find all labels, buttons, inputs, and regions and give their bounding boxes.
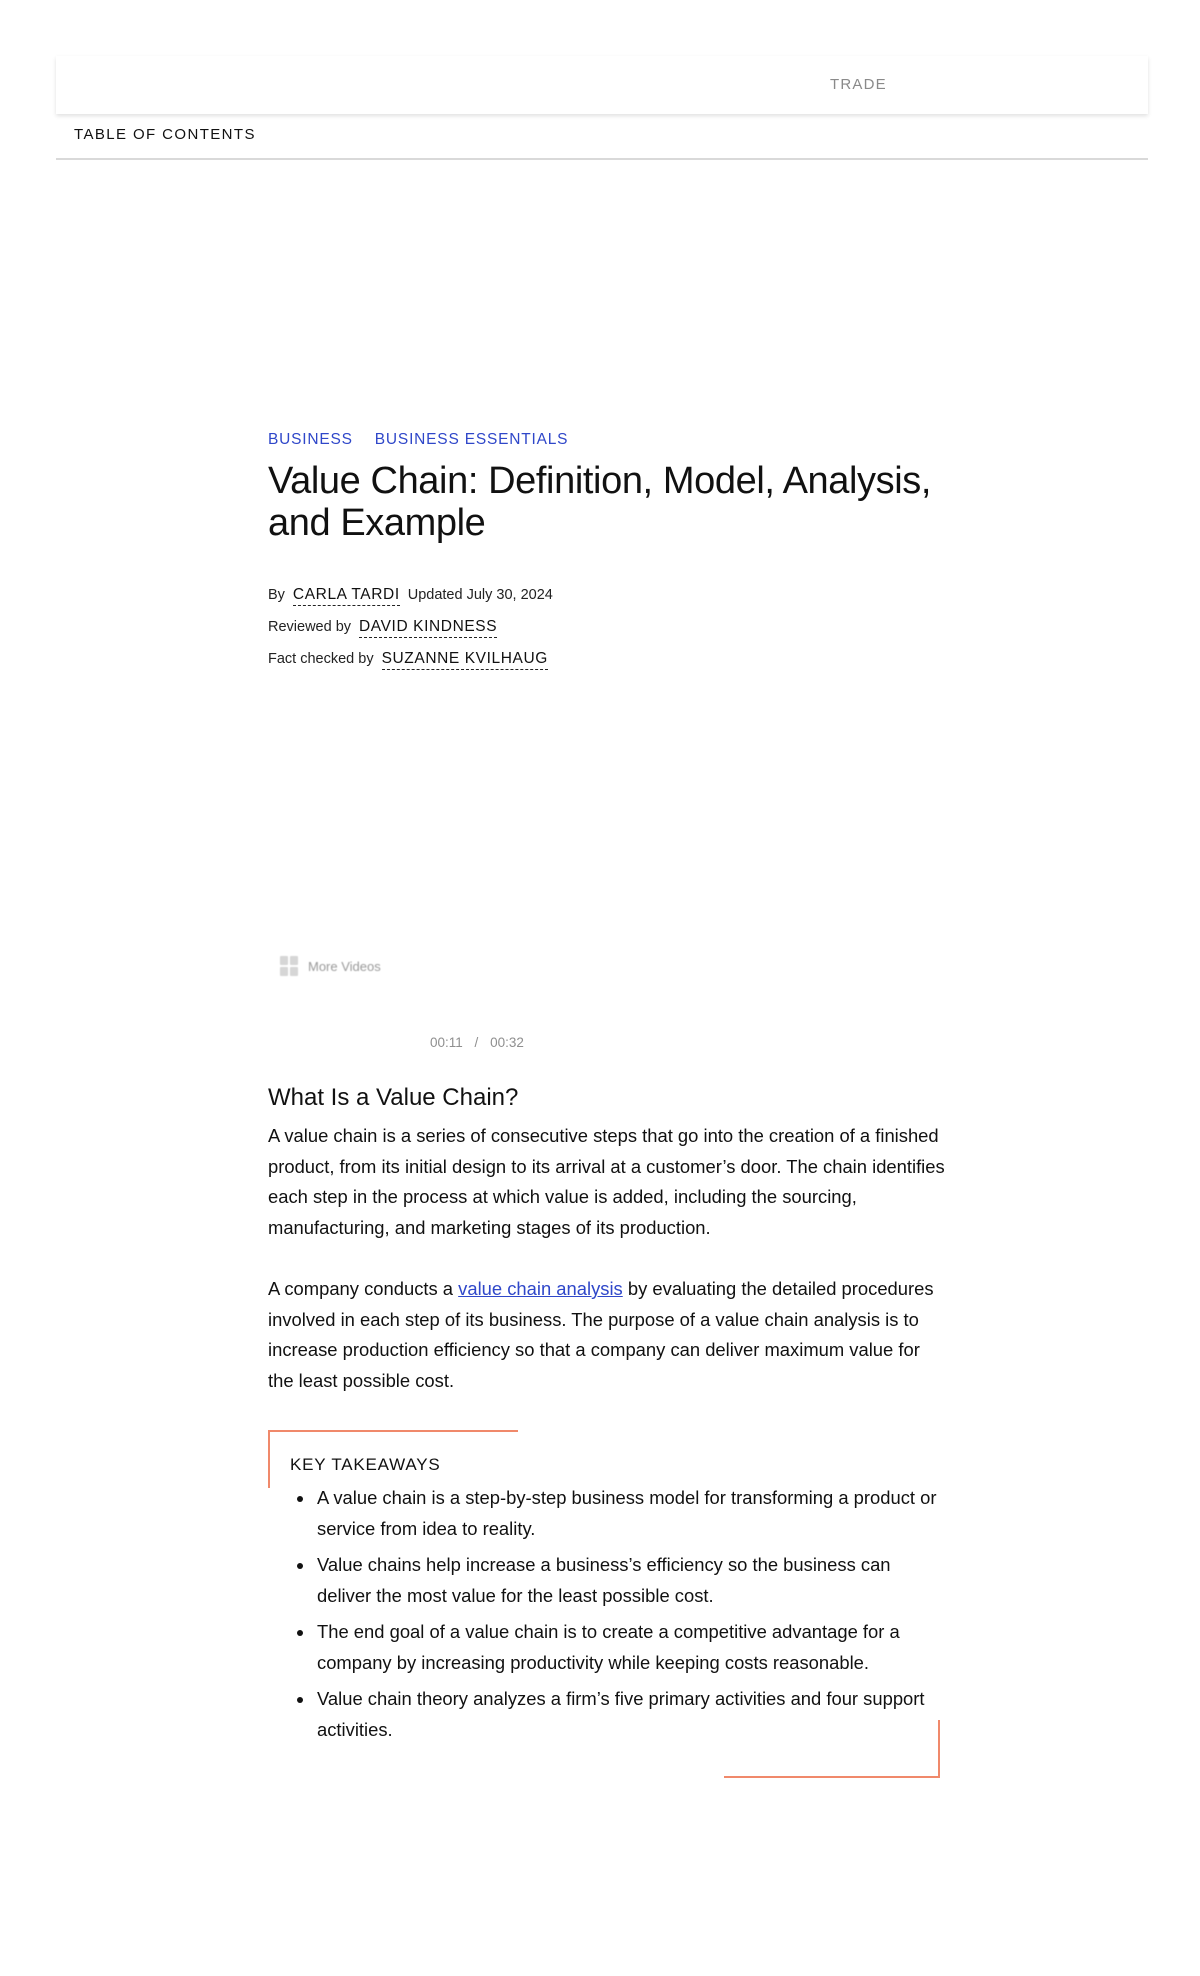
reviewer-link[interactable]: DAVID KINDNESS xyxy=(359,618,497,638)
breadcrumb xyxy=(268,431,568,449)
reviewed-by-prefix: Reviewed by xyxy=(268,619,352,635)
key-takeaways-border-left xyxy=(268,1430,270,1488)
table-of-contents-bar xyxy=(56,118,1148,160)
byline-reviewer-row xyxy=(268,618,497,638)
breadcrumb-business[interactable]: BUSINESS xyxy=(268,431,353,448)
section-heading: What Is a Value Chain? xyxy=(268,1084,519,1111)
top-navigation-bar xyxy=(56,56,1148,114)
paragraph-analysis xyxy=(268,1274,948,1396)
list-item: The end goal of a value chain is to create a competitive advantage for a company by increasing productivity while keeping costs reasonable. xyxy=(317,1617,937,1678)
paragraph-definition: A value chain is a series of consecutive steps that go into the creation of a finished product, from its initial design to its arrival at a customer’s door. The chain identifies each step in the process at which value is added, including the sourcing, manufacturing, and marketing stages of its production. xyxy=(268,1125,945,1238)
paragraph-analysis-text-start: A company conducts a xyxy=(268,1278,459,1299)
byline-author-row xyxy=(268,586,553,606)
key-takeaways-border-top xyxy=(268,1430,518,1432)
more-videos-button[interactable] xyxy=(280,956,381,976)
key-takeaways-heading: KEY TAKEAWAYS xyxy=(290,1455,441,1474)
video-current-time: 00:11 xyxy=(430,1035,463,1050)
author-link[interactable]: CARLA TARDI xyxy=(293,586,400,606)
video-timestamp xyxy=(430,1035,524,1050)
by-prefix: By xyxy=(268,587,285,603)
updated-date: Updated July 30, 2024 xyxy=(407,587,553,603)
paragraph-analysis-text-end: by evaluating the detailed procedures involved in each step of its business. The purpose of a value chain analysis is to increase production efficiency so that a company can deliver maximum value for the least possible cost. xyxy=(268,1278,934,1391)
value-chain-analysis-link[interactable]: value chain analysis xyxy=(458,1278,623,1299)
key-takeaways-list xyxy=(290,1483,937,1751)
list-item: Value chain theory analyzes a firm’s five primary activities and four support activities. xyxy=(317,1684,937,1745)
breadcrumb-business-essentials[interactable]: BUSINESS ESSENTIALS xyxy=(374,431,569,448)
nav-item-trade[interactable]: TRADE xyxy=(830,76,887,93)
video-time-separator: / xyxy=(474,1035,479,1050)
list-item: Value chains help increase a business’s efficiency so the business can deliver the most value for the least possible cost. xyxy=(317,1550,937,1611)
list-item: A value chain is a step-by-step business model for transforming a product or service from idea to reality. xyxy=(317,1483,937,1544)
byline-fact-checker-row xyxy=(268,650,548,670)
grid-icon xyxy=(280,956,300,976)
fact-checker-link[interactable]: SUZANNE KVILHAUG xyxy=(382,650,548,670)
article-title: Value Chain: Definition, Model, Analysis, and Example xyxy=(268,460,932,544)
key-takeaways-border-right xyxy=(938,1720,940,1778)
fact-checked-by-prefix: Fact checked by xyxy=(268,651,374,667)
table-of-contents-toggle[interactable]: TABLE OF CONTENTS xyxy=(74,126,256,143)
more-videos-label: More Videos xyxy=(308,958,381,974)
key-takeaways-border-bottom xyxy=(724,1776,940,1778)
video-duration: 00:32 xyxy=(490,1035,524,1050)
